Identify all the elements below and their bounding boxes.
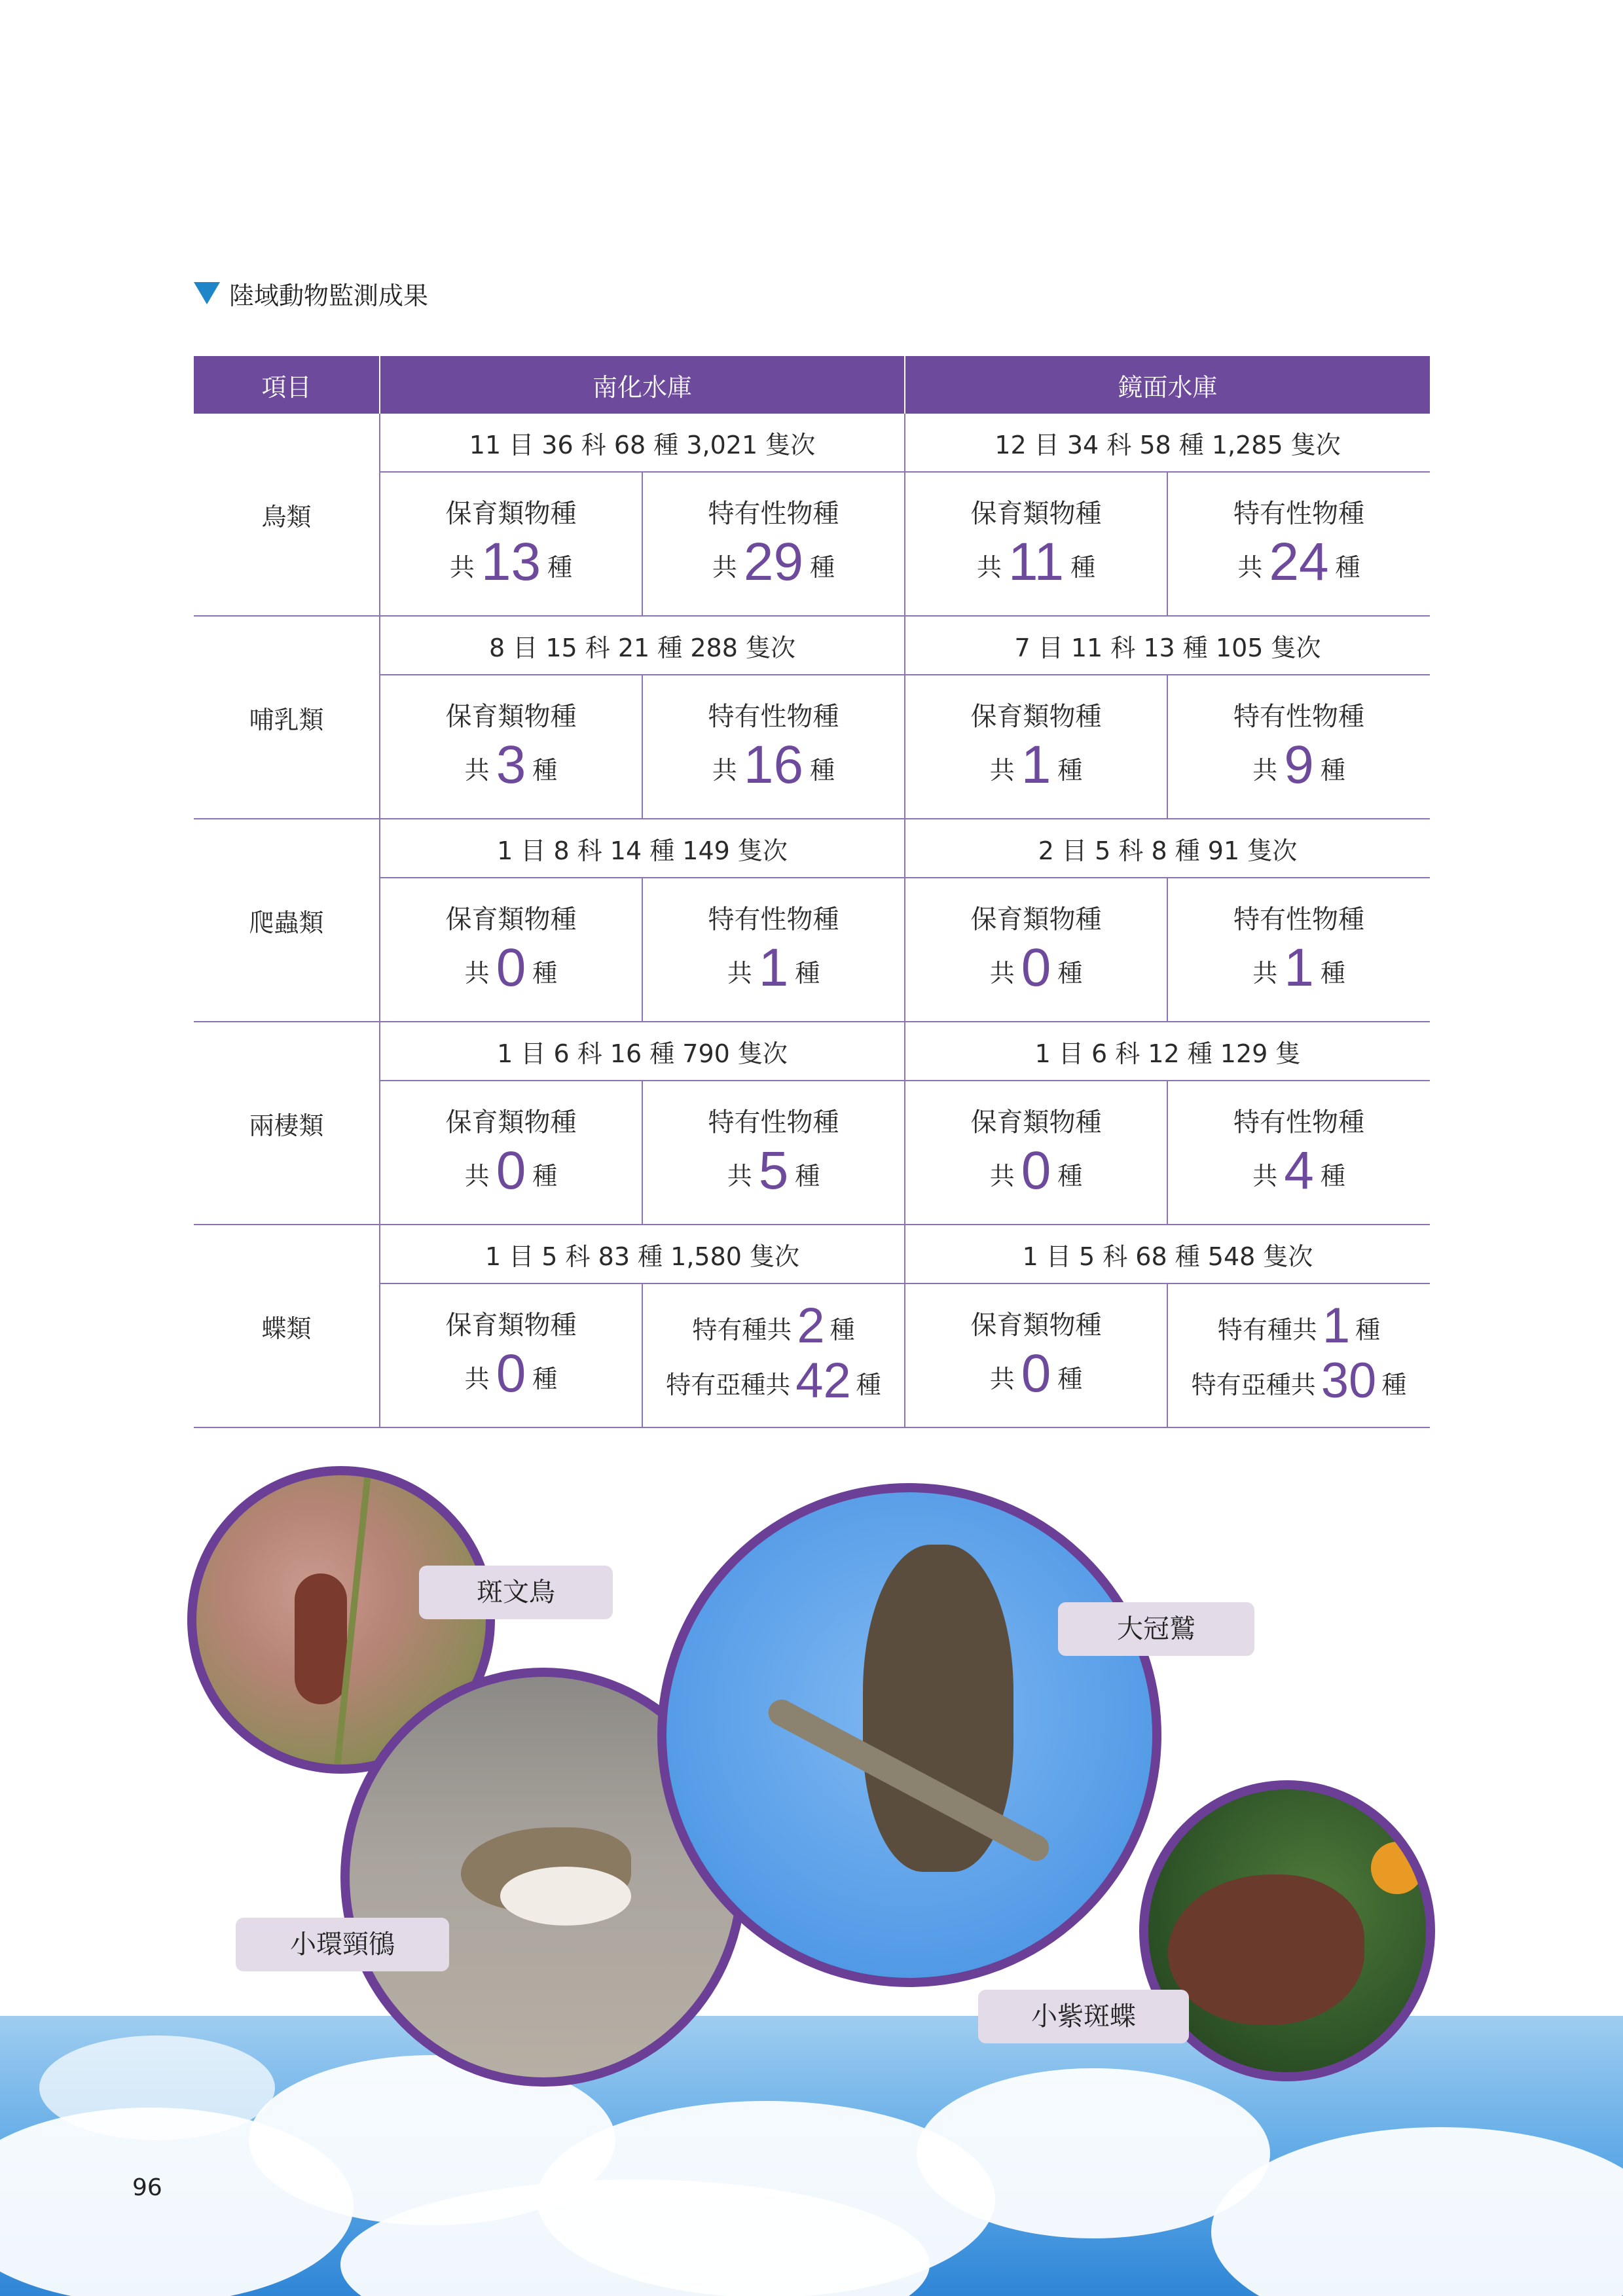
species-count: 24 bbox=[1269, 531, 1329, 592]
table-row bbox=[194, 472, 1430, 616]
species-type-label: 特有性物種 bbox=[1233, 1107, 1365, 1138]
table-row bbox=[194, 414, 1430, 472]
jingmian-protected-cell bbox=[905, 1081, 1167, 1225]
count-prefix: 共 bbox=[727, 1161, 752, 1191]
count-prefix: 共 bbox=[989, 1161, 1015, 1191]
species-count: 9 bbox=[1284, 734, 1314, 795]
table-row bbox=[194, 1225, 1430, 1283]
nanhua-endemic-cell bbox=[642, 878, 905, 1022]
jingmian-protected-cell bbox=[905, 1283, 1167, 1427]
species-count-line bbox=[1168, 531, 1430, 596]
jingmian-protected-cell bbox=[905, 878, 1167, 1022]
jingmian-protected-cell bbox=[905, 472, 1167, 616]
count-prefix: 特有種共 bbox=[692, 1316, 792, 1344]
count-prefix: 共 bbox=[464, 1364, 490, 1393]
sky-background bbox=[0, 2016, 1623, 2296]
species-count-line bbox=[905, 1140, 1167, 1204]
count-suffix: 種 bbox=[830, 1316, 855, 1344]
eagle-label: 大冠鷲 bbox=[1058, 1602, 1254, 1656]
count-suffix: 種 bbox=[532, 958, 558, 988]
species-count-line bbox=[905, 937, 1167, 1001]
category-cell: 哺乳類 bbox=[194, 616, 380, 819]
page-number: 96 bbox=[132, 2174, 162, 2201]
nanhua-protected-cell bbox=[380, 1283, 642, 1427]
nanhua-summary: 1 目 5 科 83 種 1,580 隻次 bbox=[380, 1225, 905, 1283]
species-type-label: 保育類物種 bbox=[970, 1107, 1102, 1138]
species-count: 29 bbox=[743, 531, 804, 592]
count-suffix: 種 bbox=[795, 1161, 820, 1191]
species-count: 1 bbox=[1322, 1298, 1351, 1354]
species-count: 1 bbox=[758, 937, 789, 997]
count-prefix: 共 bbox=[1252, 958, 1278, 988]
nanhua-protected-cell bbox=[380, 1081, 642, 1225]
count-prefix: 共 bbox=[712, 552, 737, 582]
nanhua-summary: 1 目 6 科 16 種 790 隻次 bbox=[380, 1022, 905, 1081]
species-count: 0 bbox=[496, 937, 526, 997]
count-suffix: 種 bbox=[1320, 958, 1345, 988]
species-count-line bbox=[905, 1343, 1167, 1407]
species-count: 13 bbox=[481, 531, 541, 592]
jingmian-summary: 12 目 34 科 58 種 1,285 隻次 bbox=[905, 414, 1430, 472]
count-suffix: 種 bbox=[810, 552, 835, 582]
count-prefix: 共 bbox=[464, 1161, 490, 1191]
species-count: 0 bbox=[496, 1343, 526, 1403]
species-count-line bbox=[380, 1343, 642, 1407]
count-prefix: 共 bbox=[464, 958, 490, 988]
count-prefix: 共 bbox=[989, 1364, 1015, 1393]
plover-label: 小環頸鴴 bbox=[236, 1918, 449, 1971]
nanhua-endemic-cell bbox=[642, 1283, 905, 1427]
species-count: 5 bbox=[758, 1140, 789, 1200]
count-prefix: 共 bbox=[1252, 755, 1278, 785]
table-row bbox=[194, 1022, 1430, 1081]
species-count: 2 bbox=[797, 1298, 825, 1354]
species-count: 0 bbox=[496, 1140, 526, 1200]
count-suffix: 種 bbox=[1057, 958, 1083, 988]
count-prefix: 特有種共 bbox=[1217, 1316, 1317, 1344]
jingmian-summary: 1 目 5 科 68 種 548 隻次 bbox=[905, 1225, 1430, 1283]
table-row bbox=[194, 1283, 1430, 1427]
species-count-line bbox=[380, 937, 642, 1001]
count-suffix: 種 bbox=[532, 755, 558, 785]
count-suffix: 種 bbox=[1057, 1161, 1083, 1191]
species-type-label: 保育類物種 bbox=[970, 498, 1102, 529]
endemic-count-line bbox=[1168, 1300, 1430, 1355]
count-suffix: 種 bbox=[1355, 1316, 1381, 1344]
species-count-line bbox=[1168, 734, 1430, 798]
table-row bbox=[194, 616, 1430, 675]
nanhua-protected-cell bbox=[380, 878, 642, 1022]
endemic-count-line bbox=[1168, 1355, 1430, 1410]
species-count: 1 bbox=[1284, 937, 1314, 997]
table-row bbox=[194, 819, 1430, 878]
species-count-line bbox=[1168, 1140, 1430, 1204]
butterfly-label: 小紫斑蝶 bbox=[978, 1990, 1189, 2043]
species-count-line bbox=[905, 734, 1167, 798]
species-type-label: 保育類物種 bbox=[970, 904, 1102, 935]
section-title bbox=[194, 274, 428, 313]
count-prefix: 共 bbox=[464, 755, 490, 785]
species-count: 4 bbox=[1284, 1140, 1314, 1200]
species-type-label: 保育類物種 bbox=[445, 498, 577, 529]
count-prefix: 共 bbox=[976, 552, 1002, 582]
species-type-label: 特有性物種 bbox=[708, 1107, 839, 1138]
species-type-label: 特有性物種 bbox=[1233, 701, 1365, 732]
jingmian-endemic-cell bbox=[1167, 1081, 1430, 1225]
header-item: 項目 bbox=[194, 356, 380, 414]
jingmian-summary: 1 目 6 科 12 種 129 隻 bbox=[905, 1022, 1430, 1081]
category-cell: 蝶類 bbox=[194, 1225, 380, 1427]
count-suffix: 種 bbox=[532, 1161, 558, 1191]
category-cell: 鳥類 bbox=[194, 414, 380, 616]
monitoring-results-table bbox=[194, 356, 1430, 1428]
count-suffix: 種 bbox=[1320, 1161, 1345, 1191]
species-type-label: 保育類物種 bbox=[445, 701, 577, 732]
species-count: 16 bbox=[743, 734, 804, 795]
count-suffix: 種 bbox=[1057, 1364, 1083, 1393]
species-count-line bbox=[643, 734, 904, 798]
species-type-label: 保育類物種 bbox=[970, 1310, 1102, 1340]
nanhua-protected-cell bbox=[380, 675, 642, 819]
endemic-count-line bbox=[643, 1300, 904, 1355]
triangle-bullet-icon bbox=[194, 282, 220, 304]
species-count-line bbox=[643, 1140, 904, 1204]
species-count: 30 bbox=[1321, 1353, 1377, 1408]
count-suffix: 種 bbox=[810, 755, 835, 785]
nanhua-endemic-cell bbox=[642, 1081, 905, 1225]
eagle-photo bbox=[657, 1483, 1161, 1987]
species-count-line bbox=[643, 531, 904, 596]
species-type-label: 特有性物種 bbox=[708, 498, 839, 529]
section-title-text: 陸域動物監測成果 bbox=[229, 281, 429, 310]
count-prefix: 共 bbox=[1252, 1161, 1278, 1191]
species-count-line bbox=[643, 937, 904, 1001]
species-count: 11 bbox=[1008, 531, 1065, 592]
count-suffix: 種 bbox=[1335, 552, 1360, 582]
species-type-label: 保育類物種 bbox=[445, 904, 577, 935]
species-type-label: 特有性物種 bbox=[1233, 904, 1365, 935]
header-nanhua: 南化水庫 bbox=[380, 356, 905, 414]
count-suffix: 種 bbox=[856, 1371, 881, 1399]
species-type-label: 特有性物種 bbox=[1233, 498, 1365, 529]
species-count-line bbox=[905, 531, 1167, 596]
jingmian-protected-cell bbox=[905, 675, 1167, 819]
nanhua-endemic-cell bbox=[642, 675, 905, 819]
jingmian-endemic-cell bbox=[1167, 878, 1430, 1022]
jingmian-endemic-cell bbox=[1167, 472, 1430, 616]
species-count: 3 bbox=[496, 734, 526, 795]
count-prefix: 共 bbox=[712, 755, 737, 785]
count-suffix: 種 bbox=[532, 1364, 558, 1393]
species-type-label: 保育類物種 bbox=[445, 1310, 577, 1340]
nanhua-summary: 8 目 15 科 21 種 288 隻次 bbox=[380, 616, 905, 675]
count-suffix: 種 bbox=[1381, 1371, 1407, 1399]
endemic-count-line bbox=[643, 1355, 904, 1410]
table-row bbox=[194, 675, 1430, 819]
count-suffix: 種 bbox=[547, 552, 573, 582]
count-suffix: 種 bbox=[1320, 755, 1345, 785]
category-cell: 爬蟲類 bbox=[194, 819, 380, 1022]
count-suffix: 種 bbox=[795, 958, 820, 988]
species-count-line bbox=[380, 734, 642, 798]
species-count: 0 bbox=[1021, 937, 1051, 997]
species-count: 42 bbox=[795, 1353, 851, 1408]
count-prefix: 共 bbox=[1237, 552, 1263, 582]
nanhua-protected-cell bbox=[380, 472, 642, 616]
jingmian-endemic-cell bbox=[1167, 675, 1430, 819]
count-prefix: 特有亞種共 bbox=[666, 1371, 791, 1399]
count-prefix: 共 bbox=[989, 958, 1015, 988]
count-prefix: 共 bbox=[989, 755, 1015, 785]
nanhua-summary: 11 目 36 科 68 種 3,021 隻次 bbox=[380, 414, 905, 472]
species-count: 0 bbox=[1021, 1140, 1051, 1200]
nanhua-summary: 1 目 8 科 14 種 149 隻次 bbox=[380, 819, 905, 878]
species-type-label: 特有性物種 bbox=[708, 904, 839, 935]
species-count-line bbox=[380, 531, 642, 596]
table-header-row bbox=[194, 356, 1430, 414]
header-jingmian: 鏡面水庫 bbox=[905, 356, 1430, 414]
count-prefix: 共 bbox=[727, 958, 752, 988]
count-prefix: 特有亞種共 bbox=[1191, 1371, 1316, 1399]
category-cell: 兩棲類 bbox=[194, 1022, 380, 1225]
count-suffix: 種 bbox=[1057, 755, 1083, 785]
species-count: 1 bbox=[1021, 734, 1051, 795]
species-count-line bbox=[1168, 937, 1430, 1001]
nanhua-endemic-cell bbox=[642, 472, 905, 616]
species-type-label: 保育類物種 bbox=[970, 701, 1102, 732]
species-count: 0 bbox=[1021, 1343, 1051, 1403]
table-row bbox=[194, 1081, 1430, 1225]
jingmian-summary: 7 目 11 科 13 種 105 隻次 bbox=[905, 616, 1430, 675]
species-count-line bbox=[380, 1140, 642, 1204]
jingmian-endemic-cell bbox=[1167, 1283, 1430, 1427]
jingmian-summary: 2 目 5 科 8 種 91 隻次 bbox=[905, 819, 1430, 878]
munia-label: 斑文鳥 bbox=[419, 1566, 613, 1619]
count-suffix: 種 bbox=[1070, 552, 1096, 582]
species-type-label: 保育類物種 bbox=[445, 1107, 577, 1138]
species-type-label: 特有性物種 bbox=[708, 701, 839, 732]
table-row bbox=[194, 878, 1430, 1022]
count-prefix: 共 bbox=[449, 552, 475, 582]
